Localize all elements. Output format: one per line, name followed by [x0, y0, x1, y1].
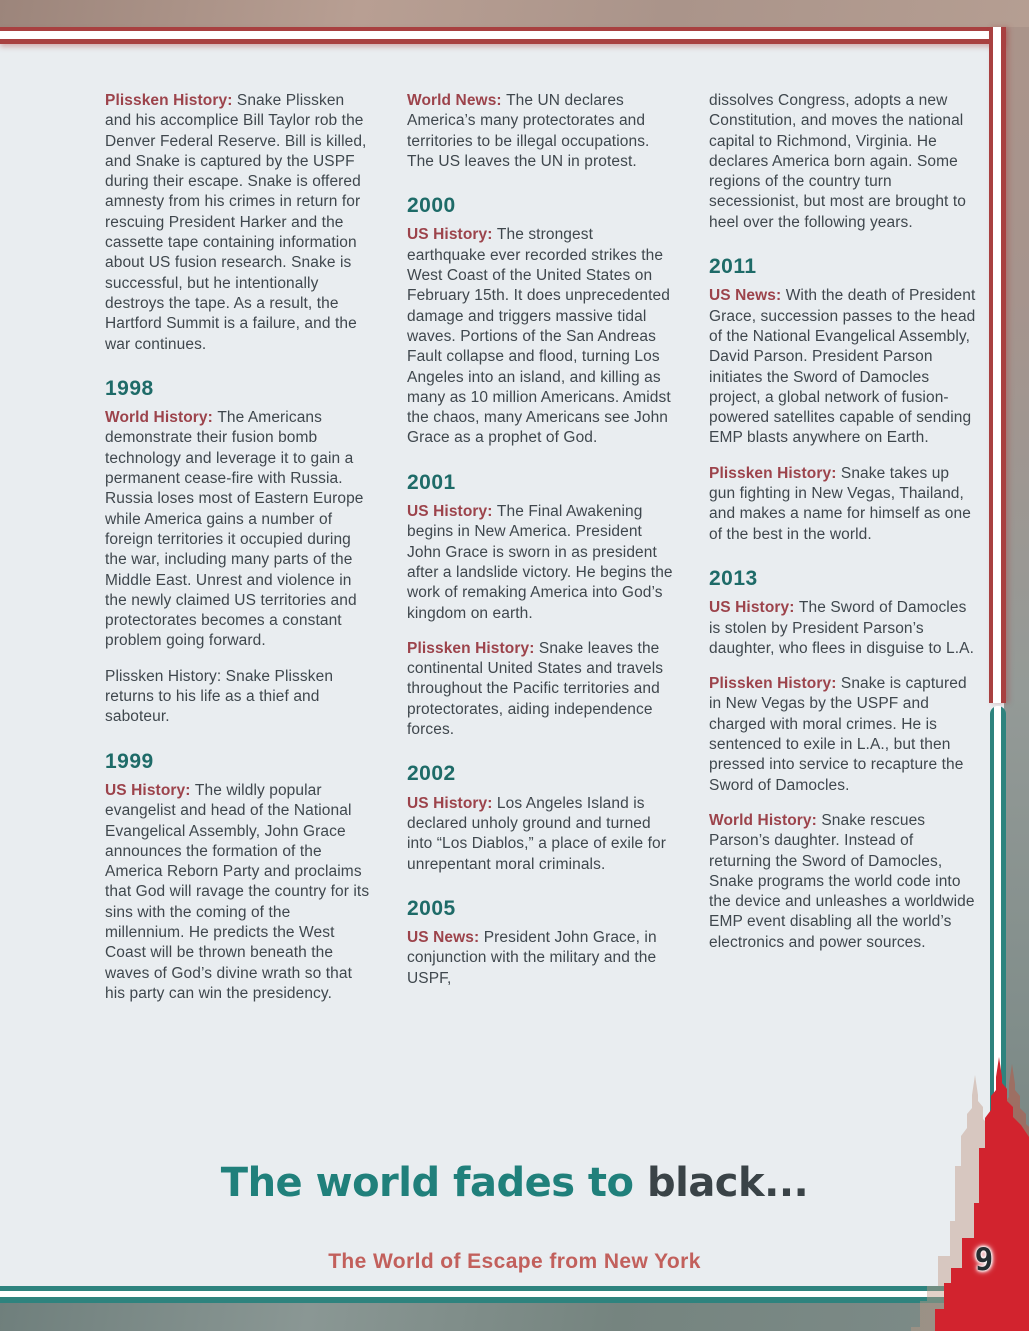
timeline-paragraph: US History: Los Angeles Island is declared unholy ground and turned into “Los Diablos,” a place of exile for unrepentant moral criminals. [407, 794, 667, 873]
entry-label: US History: [709, 599, 799, 617]
entry-label: Plissken History: [105, 667, 226, 685]
timeline-column-1 [105, 91, 373, 1019]
timeline-paragraph: US History: The wildly popular evangelist and head of the National Evangelical Assembly, John Grace announces the formation of the America Reborn Party and proclaims that God will ravage the country for its sins with the coming of the millennium. He predicts the West Coast will be thrown beneath the waves of God’s divine wrath so that his party can win the presidency. [105, 781, 370, 1002]
bottom-texture-band [0, 1303, 1029, 1331]
footer-title: The World of Escape from New York [328, 1250, 701, 1273]
entry-label: Plissken History: [709, 464, 841, 482]
entry-label: Plissken History: [407, 639, 539, 657]
timeline-paragraph: US History: The Sword of Damocles is stolen by President Parson’s daughter, who flees in disguise to L.A. [709, 599, 974, 657]
year-heading: 2011 [709, 255, 757, 279]
page-number: 9 [974, 1242, 994, 1278]
timeline-paragraph: US History: The Final Awakening begins in New America. President John Grace is sworn in as president after a landslide victory. He begins the work of remaking America into God’s kingdom on earth. [407, 503, 673, 622]
skyscraper-icon [929, 1051, 1029, 1331]
entry-label: US History: [105, 781, 195, 799]
timeline-paragraph: Plissken History: Snake leaves the continental United States and travels throughout the Pacific territories and protectorates, aiding independence forces. [407, 639, 664, 739]
entry-label: Plissken History: [709, 675, 841, 693]
top-texture-band [0, 0, 1029, 27]
timeline-paragraph: Plissken History: Snake is captured in New Vegas by the USPF and charged with moral crimes. He is sentenced to exile in L.A., but then pressed into service to recapture the Sword of Damocles. [709, 675, 967, 794]
timeline-paragraph: Plissken History: Snake Plissken and his accomplice Bill Taylor rob the Denver Federal Reserve. Bill is killed, and Snake is captured by the USPF during their escape. Snake is offered amnesty from his crimes in return for rescuing President Harker and the cassette tape containing information about US fusion research. Snake is successful, but he intentionally destroys the tape. As a result, the Hartford Summit is a failure, and the war continues. [105, 92, 367, 353]
entry-label: World News: [407, 92, 507, 109]
timeline-paragraph: Plissken History: Snake Plissken returns to his life as a thief and saboteur. [105, 667, 334, 726]
timeline-column-2 [407, 91, 675, 1004]
timeline-column-3 [709, 91, 977, 968]
year-heading: 2002 [407, 762, 456, 786]
entry-label: US History: [407, 503, 497, 521]
red-frame-right [989, 27, 1006, 703]
red-frame-top [0, 27, 1006, 44]
timeline-paragraph: World History: Snake rescues Parson’s daughter. Instead of returning the Sword of Damocles, Snake programs the world code into the device and unleashes a worldwide EMP event disabling all the world’s electronics and power sources. [709, 811, 975, 951]
year-heading: 2000 [407, 194, 456, 218]
year-heading: 1999 [105, 749, 154, 773]
entry-label: US News: [709, 287, 786, 305]
entry-label: US History: [407, 226, 497, 244]
entry-label: US News: [407, 929, 484, 947]
year-heading: 2013 [709, 566, 758, 590]
entry-label: World History: [105, 409, 218, 427]
page-headline [0, 1160, 1029, 1206]
year-heading: 2005 [407, 896, 456, 920]
timeline-paragraph: dissolves Congress, adopts a new Constitution, and moves the national capital to Richmond, Virginia. He declares America born again. Some regions of the country turn secessionist, but most are brought to heel over the following years. [709, 92, 966, 231]
timeline-paragraph: World News: The UN declares America’s many protectorates and territories to be illegal occupations. The US leaves the UN in protest. [407, 92, 650, 170]
timeline-paragraph: US News: President John Grace, in conjunction with the military and the USPF, [407, 929, 657, 987]
timeline-paragraph: World History: The Americans demonstrate their fusion bomb technology and leverage it to gain a permanent cease-fire with Russia. Russia loses most of Eastern Europe while America gains a number of foreign territories it occupied during the war, including many parts of the Middle East. Unrest and violence in the newly claimed US territories and protectorates becomes a constant problem going forward. [105, 409, 364, 650]
entry-label: Plissken History: [105, 92, 237, 109]
teal-line-bottom [0, 1286, 1029, 1303]
headline-teal-part: The world fades to [220, 1160, 647, 1206]
timeline-paragraph: Plissken History: Snake takes up gun fighting in New Vegas, Thailand, and makes a name for himself as one of the best in the world. [709, 464, 971, 543]
year-heading: 1998 [105, 376, 154, 400]
year-heading: 2001 [407, 470, 456, 494]
entry-label: World History: [709, 811, 822, 829]
timeline-paragraph: US History: The strongest earthquake ever recorded strikes the West Coast of the United States on February 15th. It does unprecedented damage and triggers massive tidal waves. Portions of the San Andreas Fault collapse and flood, turning Los Angeles into an island, and killing as many as 10 million Americans. Amidst the chaos, many Americans see John Grace as a prophet of God. [407, 226, 671, 447]
headline-dark-part: black... [646, 1160, 809, 1206]
timeline-paragraph: US News: With the death of President Grace, succession passes to the head of the National Evangelical Assembly, David Parson. President Parson initiates the Sword of Damocles project, a global network of fusion-powered satellites capable of sending EMP blasts anywhere on Earth. [709, 287, 976, 447]
entry-label: US History: [407, 794, 497, 812]
